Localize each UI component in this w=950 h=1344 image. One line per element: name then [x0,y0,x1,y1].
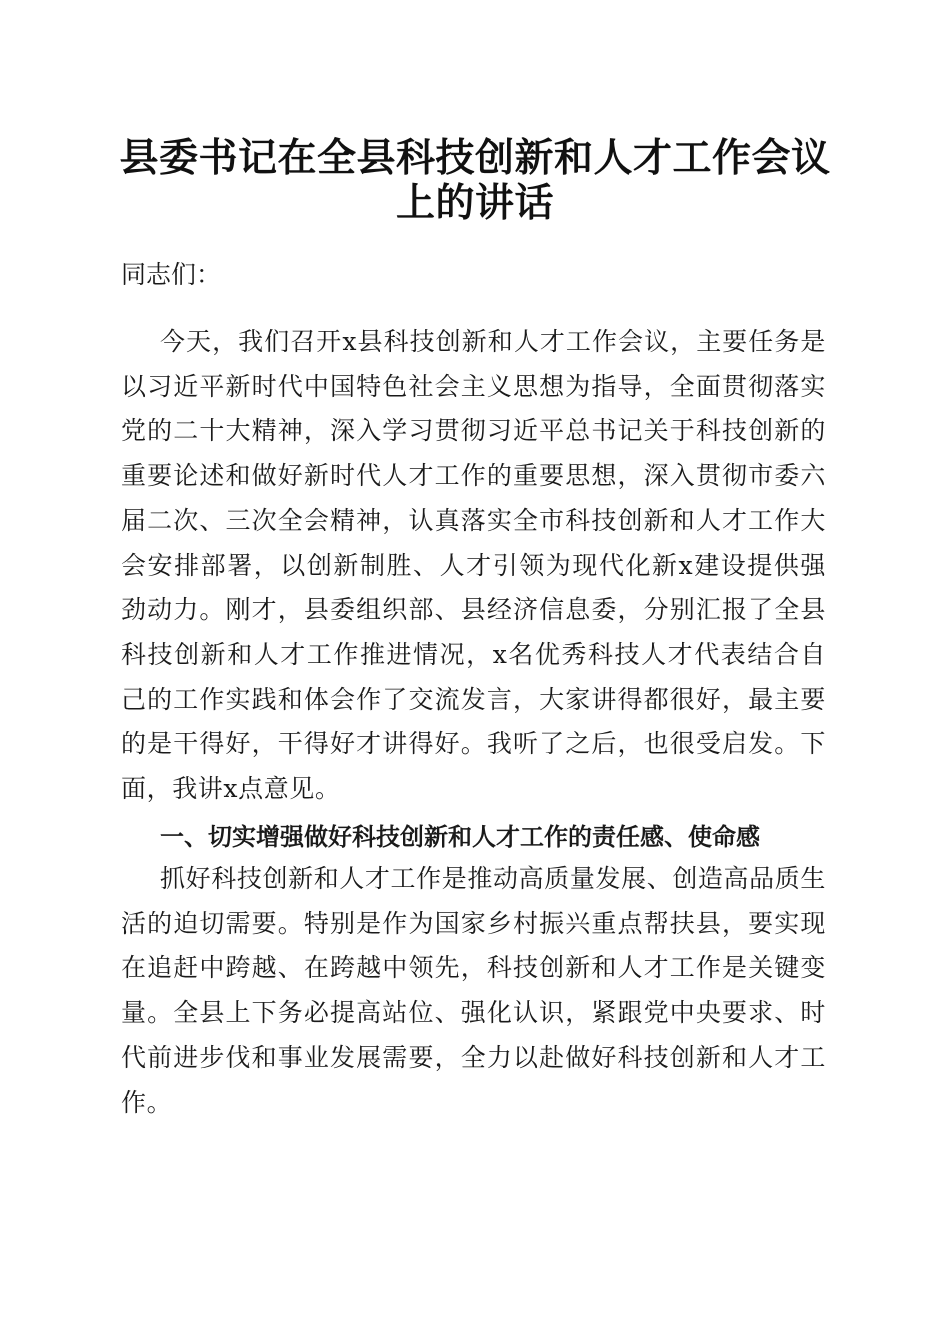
section-heading-1: 一、切实增强做好科技创新和人才工作的责任感、使命感 [160,823,760,851]
document-title: 县委书记在全县科技创新和人才工作会议上的讲话 [119,135,831,226]
salutation: 同志们： [121,260,222,289]
section-1-paragraph: 抓好科技创新和人才工作是推动高质量发展、创造高品质生活的迫切需要。特别是作为国家乡村振兴重点帮扶县，要实现在追赶中跨越、在跨越中领先，科技创新和人才工作是关键变量。全县上下务必提高站位、强化认识，紧跟党中央要求、时代前进步伐和事业发展需要，全力以赴做好科技创新和人才工作。 [121,864,826,1117]
opening-paragraph: 今天，我们召开x县科技创新和人才工作会议，主要任务是以习近平新时代中国特色社会主义思想为指导，全面贯彻落实党的二十大精神，深入学习贯彻习近平总书记关于科技创新的重要论述和做好新时代人才工作的重要思想，深入贯彻市委六届二次、三次全会精神，认真落实全市科技创新和人才工作大会安排部署，以创新制胜、人才引领为现代化新x建设提供强劲动力。刚才，县委组织部、县经济信息委，分别汇报了全县科技创新和人才工作推进情况，x名优秀科技人才代表结合自己的工作实践和体会作了交流发言，大家讲得都很好，最主要的是干得好，干得好才讲得好。我听了之后，也很受启发。下面，我讲x点意见。 [121,327,826,804]
